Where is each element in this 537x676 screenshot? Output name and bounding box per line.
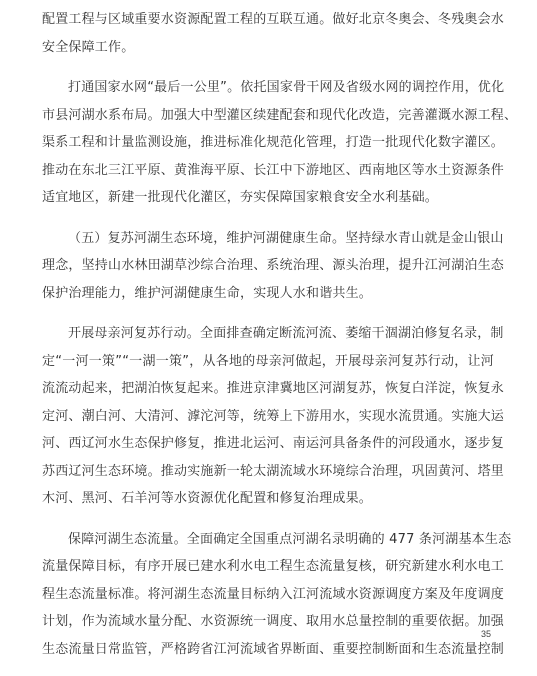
text-line: 保护治理能力，维护河湖健康生命，实现人水和谐共生。 <box>42 285 373 301</box>
page-body <box>42 6 518 676</box>
text-line: 市县河湖水系布局。加强大中型灌区续建配套和现代化改造，完善灌溉水源工程、 <box>42 107 518 123</box>
paragraph <box>42 526 512 664</box>
text-line: 流流动起来，把湖泊恢复起来。推进京津冀地区河湖复苏，恢复白洋淀，恢复永 <box>42 381 505 396</box>
text-line: 开展母亲河复苏行动。全面排查确定断流河流、萎缩干涸湖泊修复名录，制 <box>68 326 504 341</box>
text-line: 河、西辽河水生态保护修复，推进北运河、南运河具备条件的河段通水，逐步复 <box>42 436 505 451</box>
text-line: 安全保障工作。 <box>42 39 135 55</box>
section-heading-line: （五）复苏河湖生态环境，维护河湖健康生命。坚持绿水青山就是金山银山 <box>68 230 504 246</box>
text-line: 适宜地区，新建一批现代化灌区，夯实保障国家粮食安全水利基础。 <box>42 190 439 205</box>
paragraph <box>42 6 505 61</box>
text-line: 生态流量日常监管，严格跨省江河流域省界断面、重要控制断面和生态流量控制 <box>42 641 505 657</box>
paragraph <box>42 320 505 513</box>
text-line: 保障河湖生态流量。全面确定全国重点河湖名录明确的 477 条河湖基本生态 <box>68 531 512 547</box>
paragraph <box>42 74 518 212</box>
text-line: 打通国家水网“最后一公里”。依托国家骨干网及省级水网的调控作用，优化 <box>68 80 505 95</box>
text-line: 配置工程与区域重要水资源配置工程的互联互通。做好北京冬奥会、冬残奥会水 <box>42 12 505 27</box>
paragraph <box>42 225 505 308</box>
text-line: 定河、潮白河、大清河、滹沱河等，统筹上下游用水，实现水流贯通。实施大运 <box>42 408 505 424</box>
page-number: 35 <box>480 629 491 639</box>
text-line: 理念，坚持山水林田湖草沙综合治理、系统治理、源头治理，提升江河湖泊生态 <box>42 258 505 273</box>
text-line: 渠系工程和计量监测设施，推进标准化规范化管理，打造一批现代化数字灌区。 <box>42 135 505 150</box>
text-line: 苏西辽河生态环境。推动实施新一轮太湖流域水环境综合治理，巩固黄河、塔里 <box>42 463 505 479</box>
text-line: 计划，作为流域水量分配、水资源统一调度、取用水总量控制的重要依据。加强 <box>42 614 505 629</box>
text-line: 定“一河一策”“一湖一策”，从各地的母亲河做起，开展母亲河复苏行动，让河 <box>42 353 494 369</box>
text-line: 推动在东北三江平原、黄淮海平原、长江中下游地区、西南地区等水土资源条件 <box>42 162 505 178</box>
text-line: 流量保障目标，有序开展已建水利水电工程生态流量复核，研究新建水利水电工 <box>42 559 505 574</box>
text-line: 木河、黑河、石羊河等水资源优化配置和修复治理成果。 <box>42 491 373 506</box>
text-line: 程生态流量标准。将河湖生态流量目标纳入江河流域水资源调度方案及年度调度 <box>42 586 505 602</box>
